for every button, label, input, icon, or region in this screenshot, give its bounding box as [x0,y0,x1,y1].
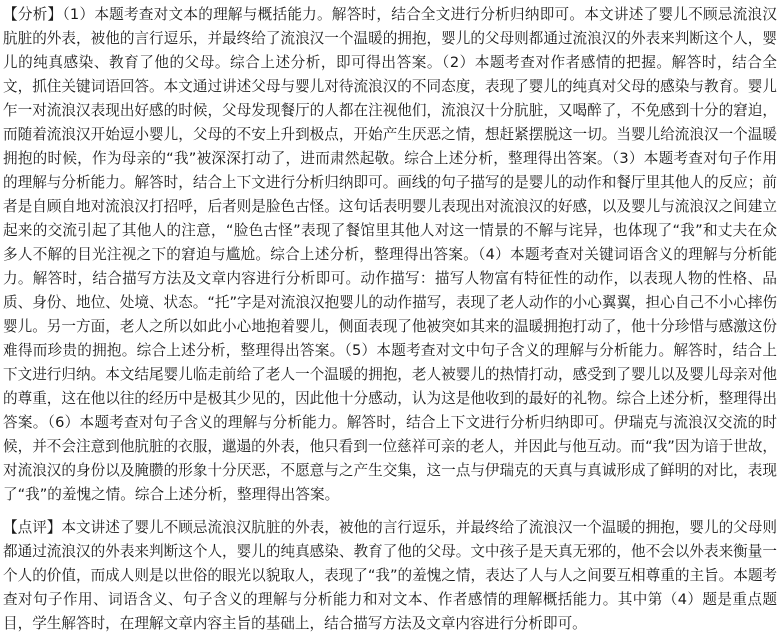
comment-paragraph [3,516,777,636]
analysis-tag: 【分析】 [3,6,63,23]
comment-tag: 【点评】 [3,519,62,536]
analysis-text: （1）本题考查对文本的理解与概括能力。解答时，结合全文进行分析归纳即可。本文讲述了婴儿不顾忌流浪汉肮脏的外表，被他的言行逗乐，并最终给了流浪汉一个温暖的拥抱，婴儿的父母则都通过流浪汉的外表来判断这个人，婴儿的纯真感染、教育了他的父母。综合上述分析，即可得出答案。（2）本题考查对作者感情的把握。解答时，结合全文，抓住关键词语回答。本文通过讲述父母与婴儿对待流浪汉的不同态度，表现了婴儿的纯真对父母的感染与教育。婴儿乍一对流浪汉表现出好感的时候，父母发现餐厅的人都在注视他们，流浪汉十分肮脏，又喝醉了，不免感到十分的窘迫，而随着流浪汉开始逗小婴儿，父母的不安上升到极点，开始产生厌恶之情，想赶紧摆脱这一切。当婴儿给流浪汉一个温暖拥抱的时候，作为母亲的“我”被深深打动了，进而肃然起敬。综合上述分析，整理得出答案。（3）本题考查对句子作用的理解与分析能力。解答时，结合上下文进行分析归纳即可。画线的句子描写的是婴儿的动作和餐厅里其他人的反应；前者是自顾自地对流浪汉打招呼，后者则是脸色古怪。这句话表明婴儿表现出对流浪汉的好感，以及婴儿与流浪汉之间建立起来的交流引起了其他人的注意，“脸色古怪”表现了餐馆里其他人对这一情景的不解与诧异，也体现了“我”和丈夫在众多人不解的目光注视之下的窘迫与尴尬。综合上述分析，整理得出答案。（4）本题考查对关键词语含义的理解与分析能力。解答时，结合描写方法及文章内容进行分析即可。动作描写：描写人物富有特征性的动作，以表现人物的性格、品质、身份、地位、处境、状态。“托”字是对流浪汉抱婴儿的动作描写，表现了老人动作的小心翼翼，担心自己不小心摔伤婴儿。另一方面，老人之所以如此小心地抱着婴儿，侧面表现了他被突如其来的温暖拥抱打动了，他十分珍惜与感激这份难得而珍贵的拥抱。综合上述分析，整理得出答案。（5）本题考查对文中句子含义的理解与分析能力。解答时，结合上下文进行归纳。本文结尾婴儿临走前给了老人一个温暖的拥抱，老人被婴儿的热情打动，感受到了婴儿以及婴儿母亲对他的尊重，这在他以往的经历中是极其少见的，因此他十分感动，认为这是他收到的最好的礼物。综合上述分析，整理得出答案。（6）本题考查对句子含义的理解与分析能力。解答时，结合上下文进行分析归纳即可。伊瑞克与流浪汉交流的时候，并不会注意到他肮脏的衣服，邋遢的外表，他只看到一位慈祥可亲的老人，并因此与他互动。而“我”因为谙于世故，对流浪汉的身份以及腌臜的形象十分厌恶，不愿意与之产生交集，这一点与伊瑞克的天真与真诚形成了鲜明的对比，表现了“我”的羞愧之情。综合上述分析，整理得出答案。 [3,6,778,503]
analysis-paragraph [3,3,777,507]
comment-text: 本文讲述了婴儿不顾忌流浪汉肮脏的外表，被他的言行逗乐，并最终给了流浪汉一个温暖的拥抱，婴儿的父母则都通过流浪汉的外表来判断这个人，婴儿的纯真感染、教育了他的父母。文中孩子是天真无邪的，他不会以外表来衡量一个人的价值，而成人则是以世俗的眼光以貌取人，表现了“我”的羞愧之情，表达了人与人之间要互相尊重的主旨。本题考查对句子作用、词语含义、句子含义的理解与分析能力和对文本、作者感情的理解概括能力。其中第（4）题是重点题目，学生解答时，在理解文章内容主旨的基础上，结合描写方法及文章内容进行分析即可。 [3,519,778,632]
